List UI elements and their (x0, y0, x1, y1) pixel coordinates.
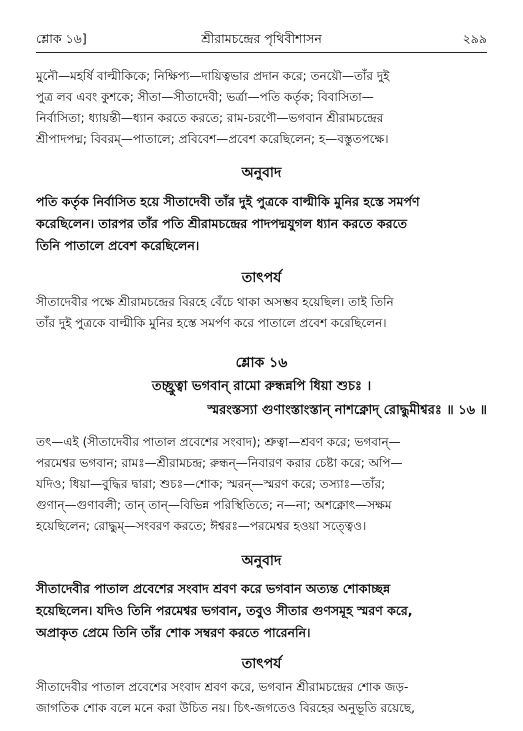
purport-line: সীতাদেবীর পাতাল প্রবেশের সংবাদ শ্রবণ করে, ভগবান শ্রীরামচন্দ্রের শোক জড়- (36, 680, 409, 694)
purport-text (36, 292, 487, 334)
purport-line: সীতাদেবীর পক্ষে শ্রীরামচন্দ্রের বিরহে বেঁচে থাকা অসম্ভব হয়েছিল। তাই তিনি (36, 295, 394, 309)
synonyms-line: পুত্র লব এবং কুশকে; সীতা—সীতাদেবী; ভর্ত্রা—পতি কর্তৃক; বিবাসিতা— (36, 90, 374, 104)
translation-text (36, 578, 487, 644)
translation-text (36, 191, 487, 257)
translation-line: করেছিলেন। তারপর তাঁর পতি শ্রীরামচন্দ্রের পাদপদ্মযুগল ধ্যান করতে করতে (36, 216, 407, 231)
synonyms-line: শ্রীপাদপদ্ম; বিবরম্—পাতালে; প্রবিবেশ—প্রবেশ করেছিলেন; হ—বস্তুতপক্ষে। (36, 132, 389, 146)
translation-line: হয়েছিলেন। যদিও তিনি পরমেশ্বর ভগবান, তবুও সীতার গুণসমূহ স্মরণ করে, (36, 603, 413, 618)
page-header (36, 30, 487, 48)
synonyms-line: পরমেশ্বর ভগবান; রামঃ—শ্রীরামচন্দ্র; রুন্ধন্—নিবারণ করার চেষ্টা করে; অপি— (36, 456, 403, 470)
synonyms-line: গুণান্—গুণাবলী; তান্ তান্—বিভিন্ন পরিস্থিতিতে; ন—না; অশক্নোৎ—সক্ষম (36, 498, 392, 512)
synonyms-section (36, 66, 487, 150)
purport-heading: তাৎপর্য (241, 656, 282, 672)
translation-line: পতি কর্তৃক নির্বাসিত হয়ে সীতাদেবী তাঁর দুই পুত্রকে বাল্মীকি মুনির হস্তে সমর্পণ (36, 194, 420, 209)
synonyms-line: তৎ—এই (সীতাদেবীর পাতাল প্রবেশের সংবাদ); শ্রুত্বা—শ্রবণ করে; ভগবান্— (36, 435, 401, 449)
translation-line: তিনি পাতালে প্রবেশ করেছিলেন। (36, 238, 200, 253)
verse-heading: শ্লোক ১৬ (235, 355, 288, 371)
purport-line: তাঁর দুই পুত্রকে বাল্মীকি মুনির হস্তে সমর্পণ করে পাতালে প্রবেশ করেছিলেন। (36, 316, 387, 330)
translation-line: অপ্রাকৃত প্রেমে তিনি তাঁর শোক সম্বরণ করতে পারেননি। (36, 625, 311, 640)
translation-line: সীতাদেবীর পাতাল প্রবেশের সংবাদ শ্রবণ করে ভগবান অত্যন্ত শোকাচ্ছন্ন (36, 581, 391, 596)
synonyms-line: হয়েছিলেন; রোদ্ধুম্—সংবরণ করতে; ঈশ্বরঃ—পরমেশ্বর হওয়া সত্ত্বেও। (36, 519, 367, 533)
translation-heading: অনুবাদ (241, 165, 282, 181)
purport-text (36, 677, 487, 719)
synonyms-section (36, 432, 487, 537)
chapter-verse-marker: শ্লোক ১৬] (36, 31, 87, 46)
purport-heading: তাৎপর্য (241, 270, 282, 286)
purport-line: জাগতিক শোক বলে মনে করা উচিত নয়। চিৎ-জগতেও বিরহের অনুভূতি রয়েছে, (36, 701, 415, 715)
verse-line-2: স্মরংস্তস্যা গুণাংস্তাংস্তান্ নাশক্নোদ্ রোদ্ধুমীশ্বরঃ ॥ ১৬ ॥ (207, 403, 487, 418)
running-title: শ্রীরামচন্দ্রের পৃথিবীশাসন (201, 31, 322, 46)
synonyms-line: যদিও; ধিয়া—বুদ্ধির দ্বারা; শুচঃ—শোক; স্মরন্—স্মরণ করে; তস্যাঃ—তাঁর; (36, 477, 386, 491)
page-number: ২৯৯ (462, 31, 487, 46)
header-rule (36, 52, 487, 53)
translation-heading: অনুবাদ (241, 553, 282, 569)
verse-line-1: তচ্ছ্রুত্বা ভগবান্ রামো রুন্ধন্নপি ধিয়া শুচঃ । (151, 379, 372, 394)
synonyms-line: নির্বাসিতা; ধ্যায়ন্তী—ধ্যান করতে করতে; রাম-চরণৌ—ভগবান শ্রীরামচন্দ্রের (36, 111, 384, 125)
synonyms-line: মুনৌ—মহর্ষি বাল্মীকিকে; নিক্ষিপ্য—দায়িত্বভার প্রদান করে; তনয়ৌ—তাঁর দুই (36, 69, 390, 83)
